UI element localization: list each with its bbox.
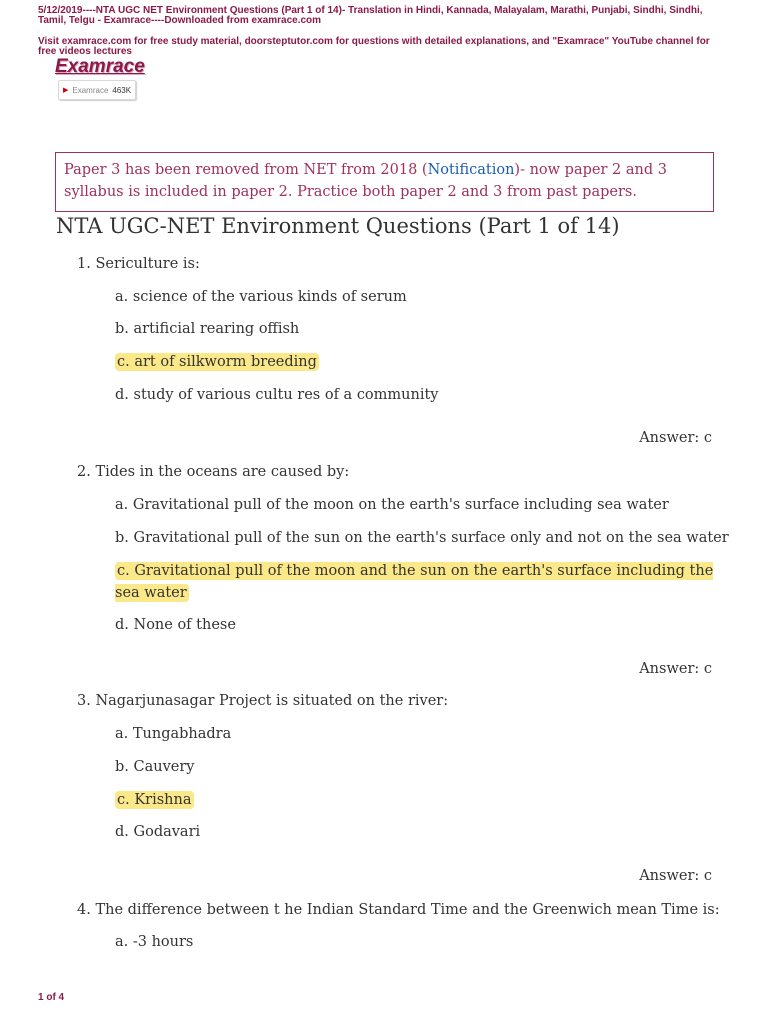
notice-text-end: )- now paper 2 and 3 syllabus is included in paper 2. Practice both paper 2 and 3 from past papers.: [64, 162, 667, 200]
youtube-channel-name: Examrace: [72, 85, 109, 95]
subscriber-count: 463K: [112, 85, 132, 95]
question-3-option-a: a. Tungabhadra: [115, 726, 232, 742]
question-1-option-b: b. artificial rearing offish: [115, 321, 300, 337]
notice-box: [55, 152, 714, 212]
question-3-option-d: d. Godavari: [115, 824, 201, 840]
question-2-option-a: a. Gravitational pull of the moon on the earth's surface including sea water: [115, 497, 669, 513]
question-2-answer: Answer: c: [639, 661, 712, 677]
question-2-option-b: b. Gravitational pull of the sun on the earth's surface only and not on the sea water: [115, 530, 729, 546]
header-title-line: 5/12/2019----NTA UGC NET Environment Questions (Part 1 of 14)- Translation in Hindi, Kannada, Malayalam, Marathi, Punjabi, Sindhi, Sindhi, Tamil, Telgu - Examrace----Downloaded from examrace.com: [38, 5, 703, 26]
question-2-option-c-highlighted: c. Gravitational pull of the moon and the sun on the earth's surface including the sea water: [115, 563, 714, 601]
question-1: 1. Sericulture is:: [77, 256, 200, 272]
question-2: 2. Tides in the oceans are caused by:: [77, 464, 350, 480]
examrace-logo[interactable]: Examrace: [55, 56, 145, 77]
notice-text-start: Paper 3 has been removed from NET from 2018 (: [64, 162, 428, 178]
youtube-subscribe-badge[interactable]: [58, 80, 136, 100]
question-1-option-a: a. science of the various kinds of serum: [115, 289, 407, 305]
header-promo-line: Visit examrace.com for free study material, doorsteptutor.com for questions with detailed explanations, and "Examrace" YouTube channel for free videos lectures: [38, 36, 710, 57]
question-4-option-a: a. -3 hours: [115, 934, 194, 950]
question-1-option-d: d. study of various cultu res of a community: [115, 387, 439, 403]
question-3-answer: Answer: c: [639, 868, 712, 884]
page-title: NTA UGC-NET Environment Questions (Part 1 of 14): [56, 214, 620, 238]
question-4: 4. The difference between t he Indian Standard Time and the Greenwich mean Time is:: [77, 902, 720, 918]
question-1-answer: Answer: c: [639, 430, 712, 446]
question-1-option-c-highlighted: c. art of silkworm breeding: [117, 354, 317, 370]
question-3-option-b: b. Cauvery: [115, 759, 195, 775]
question-2-option-d: d. None of these: [115, 617, 236, 633]
question-3: 3. Nagarjunasagar Project is situated on the river:: [77, 693, 449, 709]
question-3-option-c-highlighted: c. Krishna: [117, 792, 192, 808]
page-counter: 1 of 4: [38, 992, 65, 1003]
play-icon: ▶: [63, 87, 69, 94]
notification-link[interactable]: Notification: [427, 162, 515, 178]
